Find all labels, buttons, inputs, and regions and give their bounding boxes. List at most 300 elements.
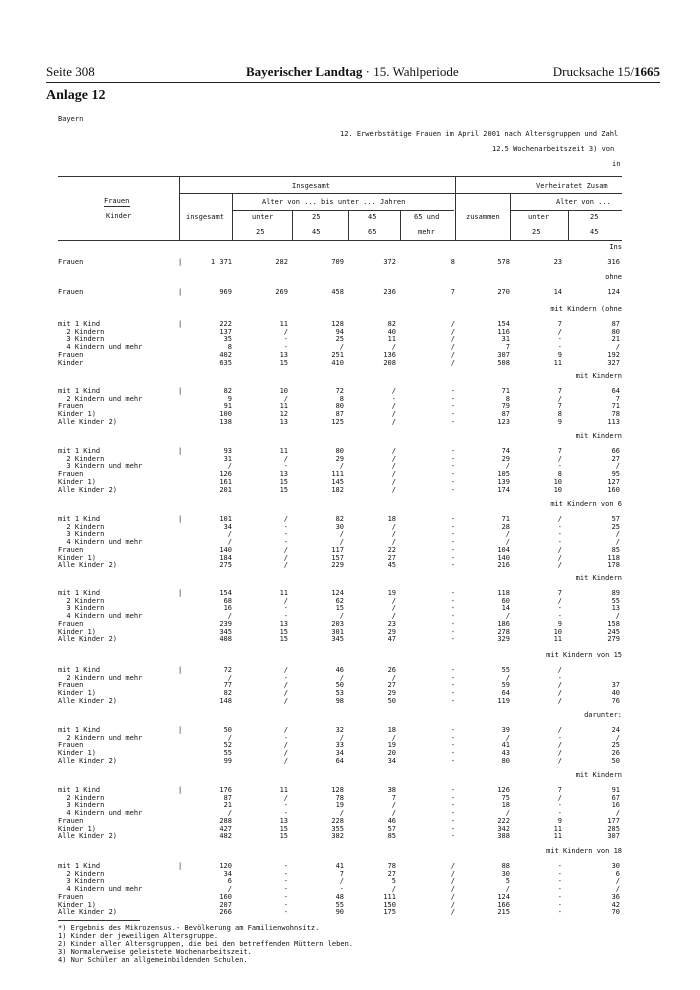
table-cell: / [391, 522, 396, 531]
row-label: 3 Kindern [58, 877, 105, 886]
table-cell: / [450, 892, 455, 901]
table-cell: - [283, 673, 288, 682]
table-cell: 11 [279, 447, 288, 455]
table-cell: 10 [279, 387, 288, 395]
table-cell: 26 [387, 666, 396, 674]
table-cell: / [505, 673, 510, 682]
table-cell: 138 [219, 417, 232, 426]
table-cell: - [450, 809, 455, 818]
table-cell: 239 [219, 619, 232, 628]
row-label: mit 1 Kind [58, 666, 101, 674]
table-cell: / [557, 749, 562, 758]
column-separator: | [178, 589, 183, 597]
table-cell: 25 [335, 335, 344, 344]
table-cell: / [391, 596, 396, 605]
row-label: mit 1 Kind [58, 589, 101, 597]
section-title: mit Kindern von 6 [550, 500, 622, 508]
table-cell: 24 [611, 726, 620, 734]
row-label: 3 Kindern und mehr [58, 462, 143, 471]
table-cell: - [283, 733, 288, 742]
table-cell: 345 [331, 635, 344, 644]
table-cell: 26 [611, 749, 620, 758]
table-cell: / [283, 696, 288, 705]
table-cell: 5 [505, 877, 510, 886]
table-cell: 36 [611, 892, 620, 901]
row-label: Kinder 1) [58, 824, 96, 833]
table-cell: 8 [227, 343, 232, 352]
table-cell: - [283, 538, 288, 547]
table-cell: 29 [387, 689, 396, 698]
table-cell: 7 [557, 447, 562, 455]
table-cell: - [450, 454, 455, 463]
table-cell: 709 [331, 258, 344, 266]
table-cell: / [615, 885, 620, 894]
table-cell: 55 [611, 596, 620, 605]
table-cell: 9 [557, 417, 562, 426]
table-cell: 342 [497, 824, 510, 833]
table-cell: 7 [615, 394, 620, 403]
table-cell: 50 [387, 696, 396, 705]
table-cell: 207 [219, 900, 232, 909]
table-cell: 41 [335, 862, 344, 870]
table-cell: - [450, 824, 455, 833]
table-cell: 969 [219, 288, 232, 296]
table-cell: / [227, 462, 232, 471]
table-cell: 15 [279, 358, 288, 367]
table-cell: / [391, 454, 396, 463]
footnote: 2) Kinder aller Altersgruppen, die bei den betreffenden Müttern leben. [58, 940, 354, 948]
table-cell: 158 [607, 619, 620, 628]
table-cell: 82 [335, 515, 344, 523]
table-cell: / [505, 538, 510, 547]
row-label: Frauen [58, 545, 84, 554]
table-cell: - [450, 477, 455, 486]
table-cell: / [615, 343, 620, 352]
table-cell: 78 [335, 793, 344, 802]
table-cell: 222 [497, 816, 510, 825]
table-cell: 11 [279, 786, 288, 794]
table-cell: - [450, 604, 455, 613]
table-cell: / [557, 756, 562, 765]
table-cell: 15 [279, 832, 288, 841]
table-cell: / [557, 394, 562, 403]
table-cell: / [227, 673, 232, 682]
row-label: Frauen [58, 350, 84, 359]
table-cell: / [391, 530, 396, 539]
table-cell: / [615, 530, 620, 539]
table-cell: / [557, 515, 562, 523]
table-cell: 15 [279, 485, 288, 494]
table-cell: 10 [553, 485, 562, 494]
table-cell: 100 [219, 410, 232, 419]
table-cell: 29 [501, 454, 510, 463]
table-title-3: in [612, 160, 621, 168]
table-cell: 64 [335, 756, 344, 765]
table-cell: 99 [223, 756, 232, 765]
table-cell: / [450, 335, 455, 344]
table-cell: 14 [501, 604, 510, 613]
table-cell: 136 [383, 350, 396, 359]
table-cell: 307 [497, 350, 510, 359]
table-cell: - [450, 726, 455, 734]
table-cell: - [283, 522, 288, 531]
table-cell: 208 [383, 358, 396, 367]
table-cell: - [557, 809, 562, 818]
table-cell: / [391, 477, 396, 486]
table-cell: 13 [279, 417, 288, 426]
table-cell: 11 [279, 589, 288, 597]
table-cell: 6 [615, 869, 620, 878]
table-cell: 139 [497, 477, 510, 486]
table-cell: / [283, 726, 288, 734]
row-label: Frauen [58, 288, 84, 296]
table-cell: / [615, 538, 620, 547]
table-cell: / [283, 666, 288, 674]
table-cell: 42 [611, 900, 620, 909]
table-cell: 186 [497, 619, 510, 628]
table-cell: - [557, 530, 562, 539]
table-cell: / [283, 749, 288, 758]
table-cell: / [283, 756, 288, 765]
table-cell: - [283, 530, 288, 539]
document-number: Drucksache 15/1665 [552, 64, 660, 79]
table-cell: / [557, 681, 562, 690]
table-cell: 48 [335, 892, 344, 901]
row-label: Alle Kinder 2) [58, 417, 118, 426]
table-cell: - [450, 627, 455, 636]
row-label: 2 Kindern [58, 596, 105, 605]
table-cell: 201 [219, 485, 232, 494]
table-cell: / [283, 793, 288, 802]
table-cell: 37 [611, 681, 620, 690]
table-cell: / [557, 666, 562, 674]
table-cell: 19 [387, 589, 396, 597]
footnote: *) Ergebnis des Mikrozensus.- Bevölkerung am Familienwohnsitz. [58, 924, 320, 932]
table-cell: 105 [497, 470, 510, 479]
table-cell: / [557, 454, 562, 463]
table-cell: - [283, 604, 288, 613]
table-cell: - [450, 793, 455, 802]
table-cell: / [283, 454, 288, 463]
table-cell: 34 [335, 749, 344, 758]
column-separator: | [178, 862, 183, 870]
column-separator: | [178, 258, 183, 266]
table-cell: 215 [497, 908, 510, 917]
table-cell: 402 [219, 350, 232, 359]
table-cell: 176 [219, 786, 232, 794]
table-cell: / [391, 733, 396, 742]
table-cell: 29 [387, 627, 396, 636]
table-cell: 8 [557, 410, 562, 419]
table-cell: - [450, 522, 455, 531]
table-cell: - [283, 462, 288, 471]
table-cell: 7 [557, 402, 562, 411]
table-cell: - [450, 596, 455, 605]
table-cell: - [557, 801, 562, 810]
table-cell: 13 [279, 816, 288, 825]
table-cell: - [450, 635, 455, 644]
row-label: Kinder 1) [58, 749, 96, 758]
table-cell: / [391, 885, 396, 894]
table-cell: 21 [223, 801, 232, 810]
row-label: Kinder 1) [58, 410, 96, 419]
table-cell: 89 [611, 589, 620, 597]
row-label: Kinder [58, 358, 84, 367]
table-cell: - [283, 892, 288, 901]
table-cell: - [450, 530, 455, 539]
table-cell: 85 [387, 832, 396, 841]
section-title: mit Kindern [575, 771, 622, 779]
table-cell: 9 [557, 816, 562, 825]
table-title-2: 12.5 Wochenarbeitszeit 3) von [492, 145, 615, 153]
table-cell: 124 [331, 589, 344, 597]
table-cell: 137 [219, 327, 232, 336]
table-cell: - [283, 335, 288, 344]
table-cell: 23 [387, 619, 396, 628]
table-cell: / [557, 545, 562, 554]
table-cell: / [615, 612, 620, 621]
section-title: darunter: [584, 711, 622, 719]
table-cell: 95 [611, 470, 620, 479]
table-cell: 160 [607, 485, 620, 494]
table-cell: 279 [607, 635, 620, 644]
row-label: 4 Kindern und mehr [58, 612, 143, 621]
row-label: Frauen [58, 741, 84, 750]
table-cell: / [615, 733, 620, 742]
table-cell: 64 [501, 689, 510, 698]
table-cell: 127 [607, 477, 620, 486]
row-label: Kinder 1) [58, 900, 96, 909]
table-cell: / [283, 515, 288, 523]
table-cell: 38 [387, 786, 396, 794]
table-cell: / [391, 809, 396, 818]
row-label: 2 Kindern [58, 454, 105, 463]
table-cell: 118 [607, 553, 620, 562]
table-cell: 278 [497, 627, 510, 636]
table-cell: 410 [331, 358, 344, 367]
table-cell: 355 [331, 824, 344, 833]
table-cell: / [450, 877, 455, 886]
table-cell: / [283, 553, 288, 562]
table-cell: 40 [387, 327, 396, 336]
row-label: mit 1 Kind [58, 862, 101, 870]
table-cell: - [450, 749, 455, 758]
column-separator: | [178, 515, 183, 523]
table-cell: 18 [501, 801, 510, 810]
table-cell: 75 [501, 793, 510, 802]
table-cell: / [283, 327, 288, 336]
table-cell: - [450, 545, 455, 554]
table-cell: / [450, 900, 455, 909]
table-cell: 31 [501, 335, 510, 344]
row-label: 4 Kindern und mehr [58, 885, 143, 894]
table-cell: - [450, 538, 455, 547]
row-label: Kinder 1) [58, 553, 96, 562]
table-cell: 55 [223, 749, 232, 758]
table-cell: 10 [553, 627, 562, 636]
table-cell: 55 [335, 900, 344, 909]
table-cell: / [339, 673, 344, 682]
table-cell: / [339, 462, 344, 471]
table-cell: / [505, 733, 510, 742]
appendix-label: Anlage 12 [46, 88, 106, 103]
table-cell: 16 [223, 604, 232, 613]
table-cell: 7 [557, 387, 562, 395]
table-cell: 177 [607, 816, 620, 825]
table-cell: 7 [391, 793, 396, 802]
table-cell: / [339, 733, 344, 742]
table-cell: 80 [611, 327, 620, 336]
table-cell: 27 [387, 681, 396, 690]
table-cell: / [505, 885, 510, 894]
table-cell: - [450, 801, 455, 810]
table-cell: / [391, 470, 396, 479]
table-cell: 372 [383, 258, 396, 266]
row-label: mit 1 Kind [58, 515, 101, 523]
row-label: Alle Kinder 2) [58, 635, 118, 644]
table-cell: 21 [611, 335, 620, 344]
table-cell: 150 [383, 900, 396, 909]
table-cell: 126 [497, 786, 510, 794]
table-cell: 148 [219, 696, 232, 705]
table-cell: 35 [223, 335, 232, 344]
table-cell: 174 [497, 485, 510, 494]
table-cell: 90 [335, 908, 344, 917]
table-cell: 77 [223, 681, 232, 690]
row-label: 4 Kindern und mehr [58, 538, 143, 547]
table-cell: 184 [219, 553, 232, 562]
table-cell: 87 [501, 410, 510, 419]
table-cell: / [339, 343, 344, 352]
row-label: Frauen [58, 619, 84, 628]
table-cell: - [283, 869, 288, 878]
table-cell: - [450, 689, 455, 698]
table-cell: / [557, 696, 562, 705]
table-cell: / [283, 741, 288, 750]
table-cell: / [283, 596, 288, 605]
footnote: 3) Normalerweise geleistete Wochenarbeitszeit. [58, 948, 252, 956]
column-separator: | [178, 666, 183, 674]
table-cell: 18 [387, 515, 396, 523]
table-cell: 87 [223, 793, 232, 802]
table-cell: 382 [331, 832, 344, 841]
table-cell: 125 [331, 417, 344, 426]
table-cell: 39 [501, 726, 510, 734]
table-cell: - [283, 908, 288, 917]
table-cell: / [339, 809, 344, 818]
table-cell: 70 [611, 908, 620, 917]
column-separator: | [178, 288, 183, 296]
table-cell: - [557, 522, 562, 531]
table-cell: - [557, 343, 562, 352]
table-cell: 43 [501, 749, 510, 758]
table-cell: 28 [501, 522, 510, 531]
table-cell: 101 [219, 515, 232, 523]
section-title: mit Kindern von 15 [546, 651, 622, 659]
table-cell: - [557, 908, 562, 917]
table-cell: - [450, 447, 455, 455]
row-label: Frauen [58, 681, 84, 690]
table-cell: 13 [611, 604, 620, 613]
section-title: mit Kindern [575, 432, 622, 440]
table-cell: 128 [331, 320, 344, 328]
column-separator: | [178, 320, 183, 328]
table-cell: / [505, 462, 510, 471]
table-cell: / [283, 394, 288, 403]
table-cell: 62 [335, 596, 344, 605]
section-title: ohne [605, 273, 622, 281]
section-title: Ins [609, 243, 622, 251]
table-cell: 29 [335, 454, 344, 463]
table-cell: 8 [339, 394, 344, 403]
table-cell: - [450, 612, 455, 621]
table-cell: - [450, 387, 455, 395]
table-cell: 25 [611, 522, 620, 531]
table-cell: 47 [387, 635, 396, 644]
table-cell: 87 [335, 410, 344, 419]
table-cell: / [615, 877, 620, 886]
table-cell: 270 [497, 288, 510, 296]
table-cell: 33 [335, 741, 344, 750]
section-title: mit Kindern von 18 [546, 847, 622, 855]
table-cell: 427 [219, 824, 232, 833]
section-title: mit Kindern [575, 574, 622, 582]
table-cell: 98 [335, 696, 344, 705]
table-cell: - [450, 589, 455, 597]
table-title-1: 12. Erwerbstätige Frauen im April 2001 nach Altersgruppen und Zahl [340, 130, 619, 138]
table-cell: - [339, 885, 344, 894]
row-label: 2 Kindern [58, 869, 105, 878]
table-cell: 71 [611, 402, 620, 411]
table-cell: - [450, 410, 455, 419]
table-cell: 18 [387, 726, 396, 734]
table-cell: 7 [450, 288, 455, 296]
footnote: 1) Kinder der jeweiligen Altersgruppe. [58, 932, 219, 940]
table-cell: 222 [219, 320, 232, 328]
table-cell: - [450, 470, 455, 479]
table-cell: / [391, 604, 396, 613]
table-cell: 128 [331, 786, 344, 794]
table-cell: 266 [219, 908, 232, 917]
table-cell: 307 [607, 832, 620, 841]
row-label: Frauen [58, 402, 84, 411]
table-cell: 8 [505, 394, 510, 403]
table-cell: 50 [611, 756, 620, 765]
table-cell: 78 [611, 410, 620, 419]
table-cell: 288 [219, 816, 232, 825]
table-cell: / [505, 809, 510, 818]
publication-title: Bayerischer Landtag · 15. Wahlperiode [246, 64, 459, 79]
table-cell: / [450, 343, 455, 352]
table-cell: - [450, 561, 455, 570]
row-label: 4 Kindern und mehr [58, 343, 143, 352]
table-cell: 175 [383, 908, 396, 917]
table-cell: 91 [223, 402, 232, 411]
table-cell: / [391, 417, 396, 426]
table-cell: - [450, 681, 455, 690]
table-cell: / [450, 320, 455, 328]
table-cell: 269 [275, 288, 288, 296]
table-cell: - [450, 619, 455, 628]
table-cell: 79 [501, 402, 510, 411]
table-cell: 46 [387, 816, 396, 825]
table-cell: 508 [497, 358, 510, 367]
row-label: Kinder 1) [58, 689, 96, 698]
table-cell: 192 [607, 350, 620, 359]
table-cell: - [450, 666, 455, 674]
table-cell: 12 [279, 410, 288, 419]
table-cell: / [283, 689, 288, 698]
